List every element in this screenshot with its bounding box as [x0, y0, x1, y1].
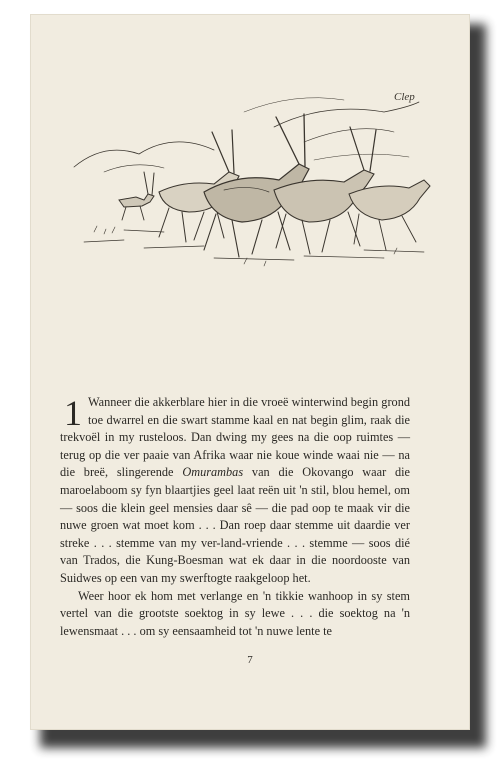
page-number: 7: [247, 654, 253, 666]
paragraph-1-text-start: Wanneer die akkerblare hier in die vroeë winterwind begin grond toe dwarrel en die swart stamme kaal en nat begin glim, raak die trekvoël in my rusteloos. Dan dwing my gees na die oop ruimtes — terug op die ver paaie van Afrika waar nie koue winde waai nie — na die breë, slingerende: [60, 395, 410, 480]
oryx-illustration: [64, 72, 434, 272]
chapter-text: [60, 394, 410, 640]
paragraph-1-text-end: van die Okovango waar die maroelaboom sy fyn blaartjies geel laat reën uit 'n stil, blou hemel, om — soos die klein geel mensies daar sê — die pad oop te maak vir die nuwe groen wat moet kom . . . Dan roep daar stemme uit daardie ver streke . . . stemme van my ver-land-vriende . . . stemme — soos dié van Trados, die Kung-Boesman wat ek daar in die noordooste van Suidwes op een van my swerftogte raakgeloop het.: [60, 465, 410, 585]
chapter-number: 1: [64, 393, 82, 433]
paragraph-1: [60, 394, 410, 588]
book-page: [30, 14, 470, 730]
illustration-signature: Clep: [394, 91, 415, 103]
paragraph-1-italic-term: Omurambas: [182, 465, 244, 480]
paragraph-2: Weer hoor ek hom met verlange en 'n tikkie wanhoop in sy stem vertel van die grootste soektog in sy lewe . . . die soektog na 'n lewensmaat . . . om sy eensaamheid tot 'n nuwe lente te: [60, 588, 410, 638]
